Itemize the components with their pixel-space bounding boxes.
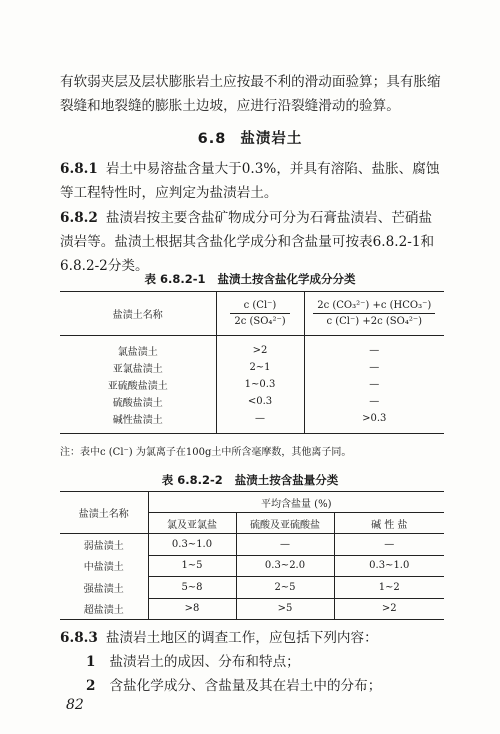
list-item-number: 2 [86,678,96,694]
row-alkaline: 0.3~1.0 [334,555,444,577]
intro-paragraph [60,70,445,118]
header-average-salt: 平均含盐量 (%) [148,492,444,513]
header-sulfate: 硫酸及亚硫酸盐 [236,513,334,534]
row-value-2: — [369,396,380,407]
table1-caption [0,271,500,287]
row-chloride: >8 [148,598,236,620]
row-alkaline: 1~2 [334,577,444,599]
row-name: 强盐渍土 [60,577,148,599]
table-row [60,534,444,556]
row-name: 亚硫酸盐渍土 [60,376,216,393]
table-row [60,598,444,620]
row-sulfate: >5 [236,598,334,620]
table-row [60,359,444,376]
table2-caption-title: 盐渍土按含盐量分类 [234,473,339,487]
table1-note: 注：表中c (Cl⁻) 为氯离子在100g土中所含毫摩数，其他离子同。 [60,447,352,458]
salt-composition-table [60,291,444,434]
page-number: 82 [66,697,84,713]
table-row [60,577,444,599]
fraction-denominator: 2c (SO₄²⁻) [234,316,286,327]
row-sulfate: — [236,534,334,556]
row-name: 碱性盐渍土 [60,410,216,434]
row-alkaline: — [334,534,444,556]
table-header-row [60,292,444,336]
row-value-1: — [216,410,304,434]
row-chloride: 0.3~1.0 [148,534,236,556]
list-item-number: 1 [86,654,96,670]
fraction-numerator: c (Cl⁻) [230,300,289,314]
header-carbonate-ratio [304,292,444,336]
row-chloride: 1~5 [148,555,236,577]
list-item-text: 含盐化学成分、含盐量及其在岩土中的分布； [109,678,382,694]
fraction [313,300,435,327]
row-name: 中盐渍土 [60,555,148,577]
table1-caption-number: 表 6.8.2-1 [144,272,206,286]
intro-line-1: 有软弱夹层及层状膨胀岩土应按最不利的滑动面验算；具有胀缩 [60,74,441,90]
row-value-2: — [369,362,380,373]
section-title: 盐渍岩土 [240,131,303,147]
clause-number: 6.8.1 [60,161,98,177]
clause-6-8-2 [60,206,445,278]
header-alkaline: 碱 性 盐 [334,513,444,534]
clause-text: 盐渍岩按主要含盐矿物成分可分为石膏盐渍岩、芒硝盐渍岩等。盐渍土根据其含盐化学成分和含盐量可按表6.8.2-1和6.8.2-2分类。 [60,210,435,274]
header-chloride: 氯及亚氯盐 [148,513,236,534]
section-heading [0,127,500,148]
row-value-2: >0.3 [362,413,387,424]
intro-line-2: 裂缝和地裂缝的膨胀土边坡，应进行沿裂缝滑动的验算。 [60,98,400,114]
clause-text: 岩土中易溶盐含量大于0.3%，并具有溶陷、盐胀、腐蚀等工程特性时，应判定为盐渍岩土。 [60,161,440,201]
table-row [60,393,444,410]
fraction-denominator: c (Cl⁻) +2c (SO₄²⁻) [326,316,423,327]
row-sulfate: 0.3~2.0 [236,555,334,577]
list-item-text: 盐渍岩土的成因、分布和特点； [109,654,300,670]
section-number: 6.8 [197,131,227,147]
table-header-row [60,492,444,513]
header-soil-name: 盐渍土名称 [60,292,216,336]
row-name: 氯盐渍土 [60,336,216,360]
table-row [60,410,444,434]
row-value-1: 2~1 [216,359,304,376]
row-sulfate: 2~5 [236,577,334,599]
clause-6-8-1 [60,157,445,205]
clause-6-8-3 [60,626,445,650]
table-row [60,376,444,393]
fraction [230,300,289,327]
row-value-1: >2 [216,336,304,360]
table-row [60,336,444,360]
row-value-1: 1~0.3 [216,376,304,393]
row-chloride: 5~8 [148,577,236,599]
header-soil-name: 盐渍土名称 [60,492,148,534]
table2-caption [0,472,500,488]
table2-caption-number: 表 6.8.2-2 [161,473,223,487]
clause-number: 6.8.3 [60,630,98,646]
salt-content-table [60,491,444,620]
row-name: 弱盐渍土 [60,534,148,556]
list-item [86,674,381,698]
header-chloride-ratio [216,292,304,336]
table-row [60,555,444,577]
clause-number: 6.8.2 [60,210,98,226]
clause-text: 盐渍岩土地区的调查工作，应包括下列内容： [105,630,378,646]
row-name: 硫酸盐渍土 [60,393,216,410]
fraction-numerator: 2c (CO₃²⁻) +c (HCO₃⁻) [313,300,435,314]
list-item [86,650,300,674]
table1-caption-title: 盐渍土按含盐化学成分分类 [217,272,356,286]
row-name: 亚氯盐渍土 [60,359,216,376]
row-name: 超盐渍土 [60,598,148,620]
row-alkaline: >2 [334,598,444,620]
row-value-2: — [369,379,380,390]
row-value-1: <0.3 [216,393,304,410]
row-value-2: — [369,345,380,356]
